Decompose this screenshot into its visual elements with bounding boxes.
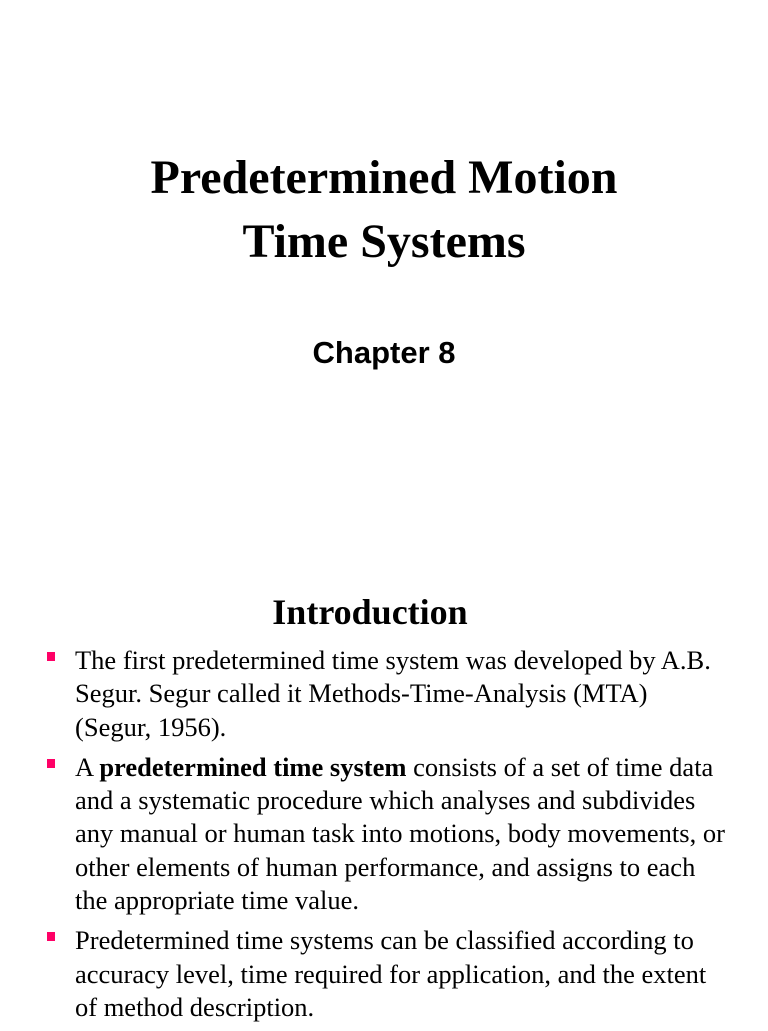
section-heading: Introduction (272, 592, 468, 632)
bullet-text: Predetermined time systems can be classified according to accuracy level, time required for application, and the extent of method description. (75, 925, 707, 1022)
list-item (0, 751, 768, 917)
slide-title (0, 146, 768, 274)
list-item (0, 644, 768, 744)
list-item (0, 924, 768, 1024)
bullet-list (0, 644, 768, 1031)
square-bullet-icon (47, 652, 55, 661)
square-bullet-icon (47, 759, 55, 768)
bullet-text-prefix: A (75, 751, 100, 782)
square-bullet-icon (47, 932, 55, 941)
slide-title-line-2: Time Systems (242, 215, 526, 268)
bullet-bold-term: predetermined time system (99, 751, 407, 782)
bullet-text: The first predetermined time system was developed by A.B. Segur. Segur called it Methods-Time-Analysis (MTA) (Segur, 1956). (75, 645, 711, 742)
bullet-text-suffix: consists of a set of time data and a systematic procedure which analyses and subdivides any manual or human task into motions, body movements, or other elements of human performance, and assigns to each the appropriate time value. (75, 751, 725, 916)
slide-title-line-1: Predetermined Motion (150, 151, 618, 204)
chapter-subtitle: Chapter 8 (312, 335, 456, 370)
